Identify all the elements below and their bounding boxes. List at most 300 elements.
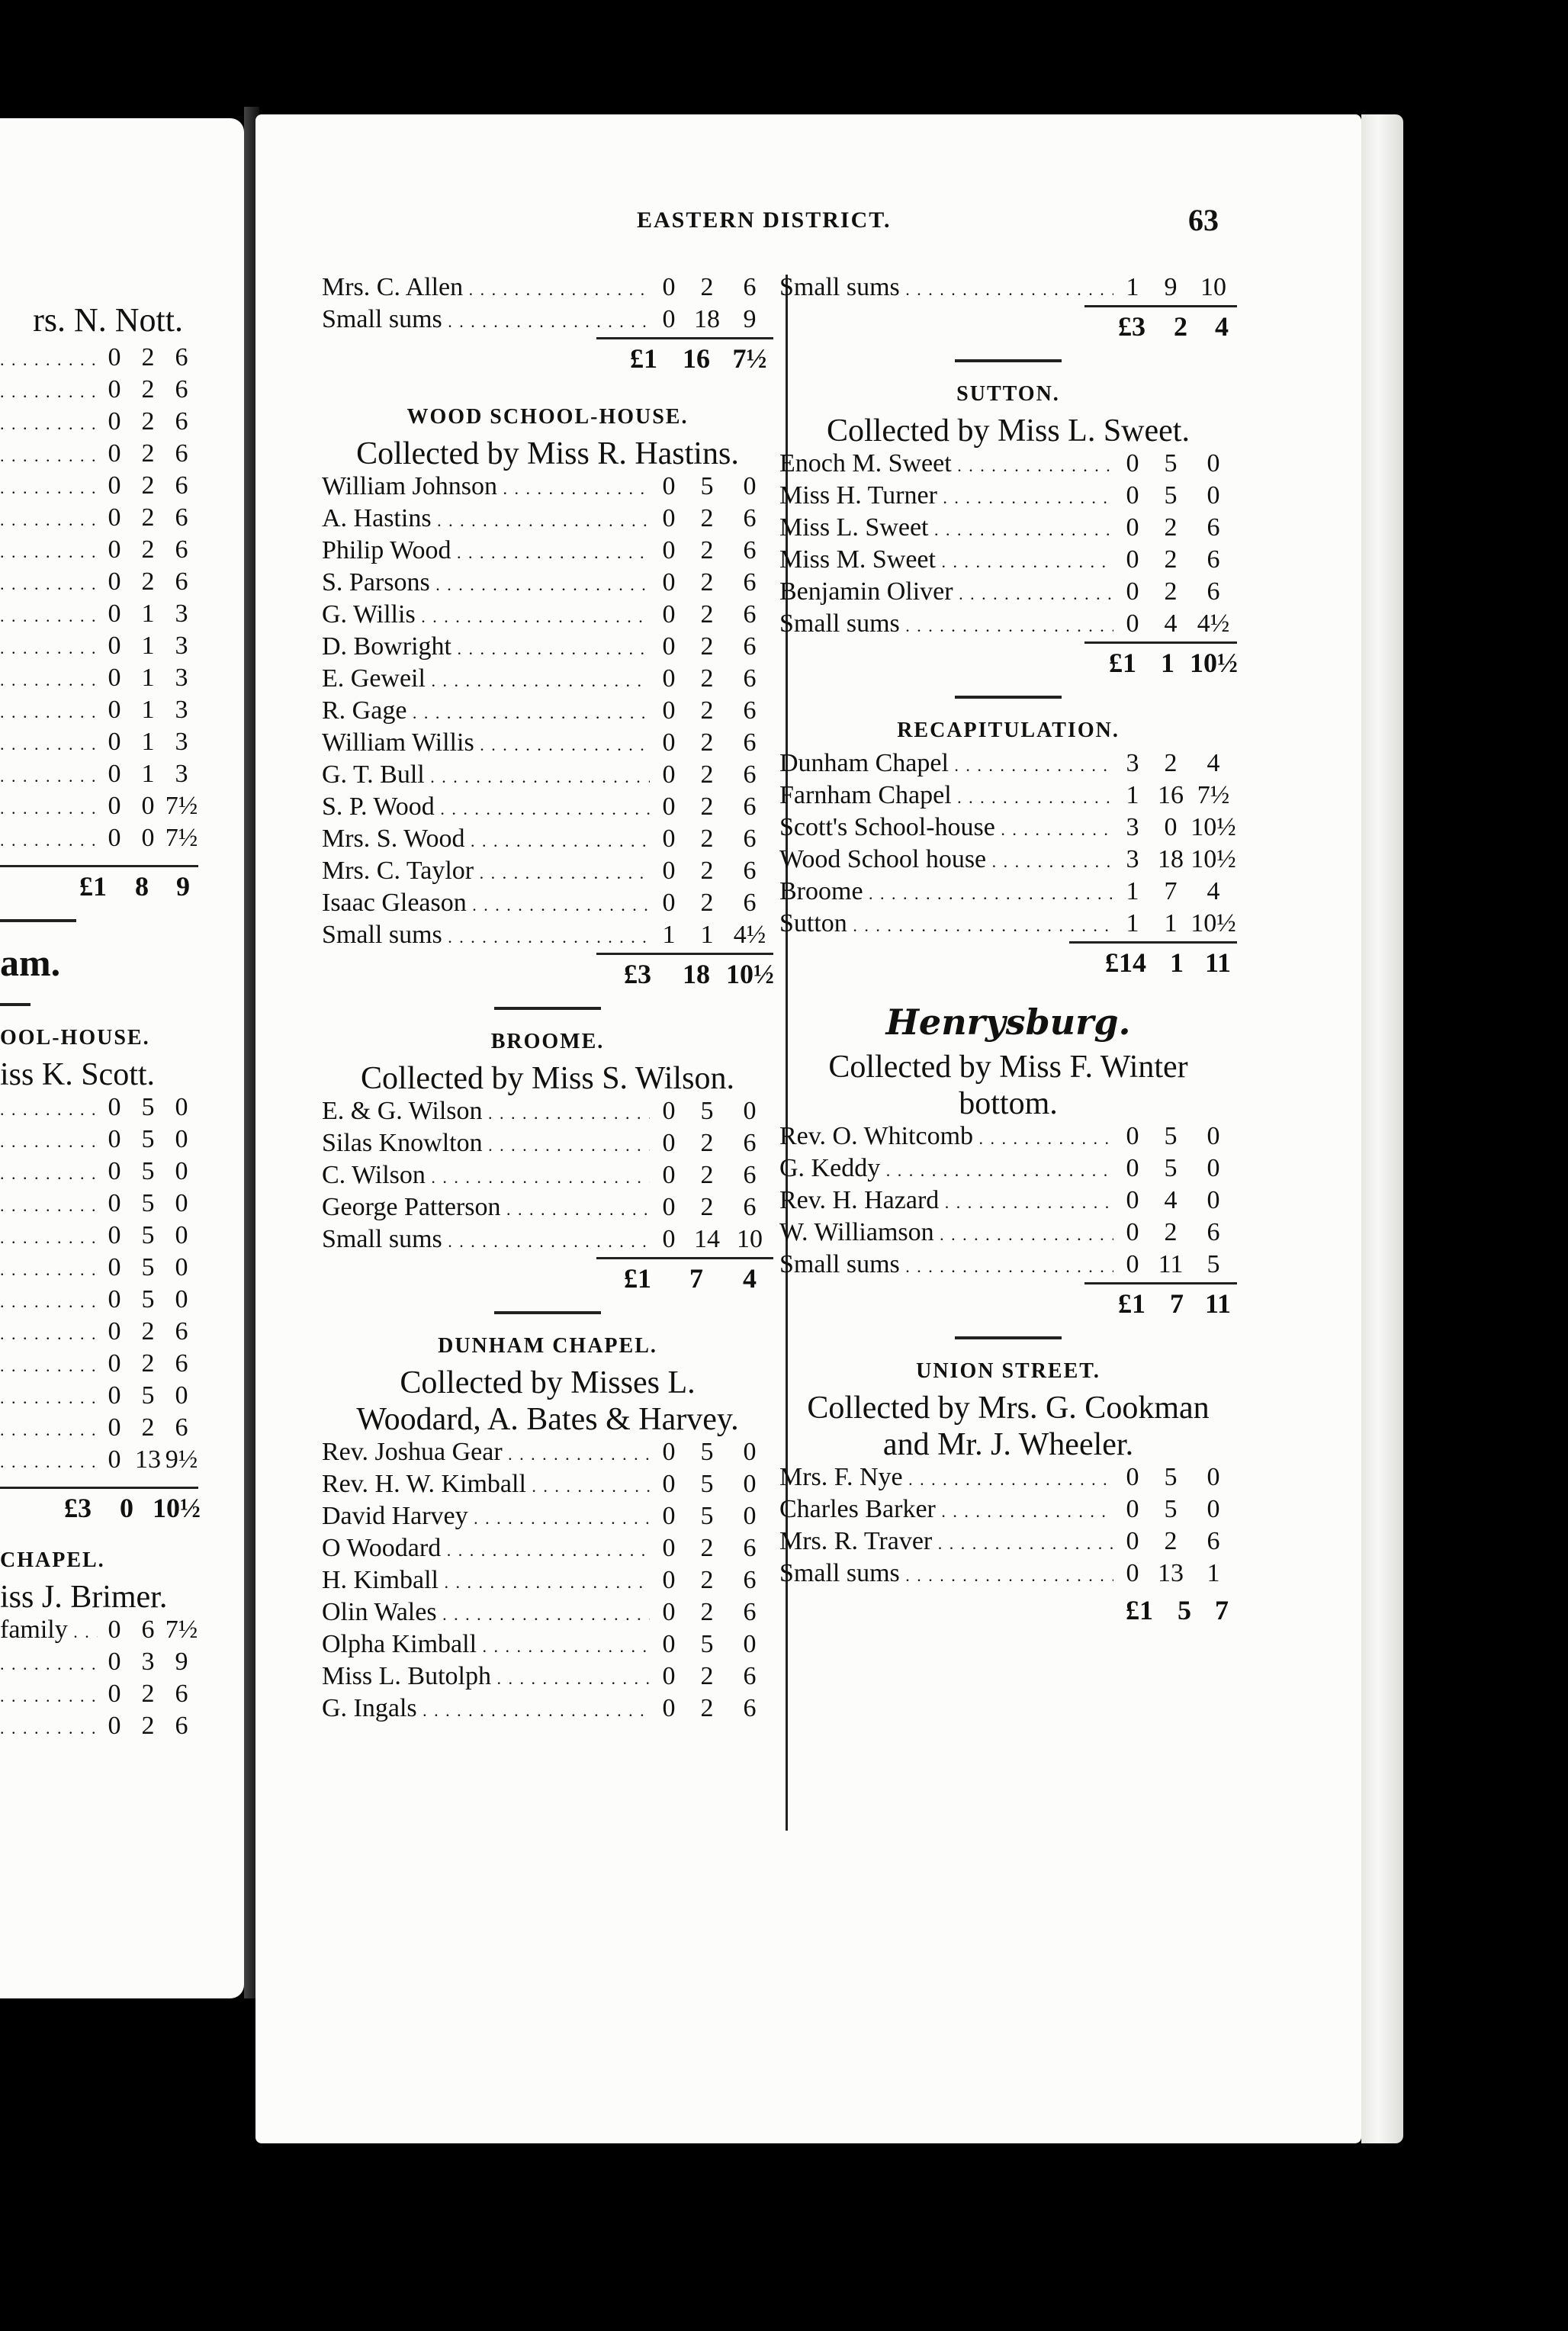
table-row	[322, 728, 773, 760]
shillings-value: 5	[1164, 1122, 1178, 1150]
table-row	[322, 921, 773, 953]
pence-value: 6	[743, 504, 757, 532]
entry-name	[0, 1157, 98, 1186]
c2-rule	[955, 359, 1062, 362]
entry-name: A. Hastins . . .	[322, 504, 650, 533]
column-2	[779, 273, 1237, 1629]
recap-heading: RECAPITULATION.	[897, 719, 1120, 742]
sutton-collected: Collected by Miss L. Sweet.	[827, 413, 1190, 449]
amount-value: 0	[108, 1093, 121, 1121]
pounds-value: 0	[662, 1566, 676, 1594]
pounds-value: 0	[1126, 449, 1139, 477]
shillings-value: 2	[1164, 749, 1178, 777]
pence-value: 6	[1207, 1527, 1220, 1555]
shillings-value: 16	[1158, 781, 1184, 809]
amount-value: 2	[141, 407, 155, 436]
pounds-value: 0	[662, 1225, 676, 1253]
entry-name: O Woodard . . .	[322, 1534, 650, 1563]
table-row	[0, 1125, 198, 1157]
amount-value: 7½	[165, 824, 198, 852]
shillings-value: 5	[1164, 449, 1178, 477]
pence-value: 4½	[733, 921, 766, 949]
entry-name: G. Keddy . . .	[779, 1154, 1113, 1183]
left-school-heading: OOL-HOUSE.	[0, 1026, 150, 1050]
entry-name: Rev. H. W. Kimball . . .	[322, 1470, 650, 1499]
entry-name: Small sums . . .	[322, 921, 650, 950]
amount-value: 5	[141, 1125, 155, 1153]
pence-value: 6	[743, 760, 757, 789]
total-value: 10½	[726, 959, 774, 989]
section-heading: DUNHAM CHAPEL.	[438, 1334, 657, 1358]
pounds-value: 0	[662, 1193, 676, 1221]
shillings-value: 2	[700, 632, 714, 661]
amount-value: 0	[108, 1680, 121, 1708]
pounds-value: 0	[1126, 481, 1139, 510]
pounds-value: 0	[662, 536, 676, 564]
entry-name: Olpha Kimball . . .	[322, 1630, 650, 1659]
section-heading: WOOD SCHOOL-HOUSE.	[406, 405, 689, 429]
pence-value: 5	[1207, 1250, 1220, 1278]
total-value: £1	[624, 1263, 651, 1294]
table-row	[779, 1559, 1237, 1591]
left-school-total: £3 0 10½	[0, 1487, 198, 1527]
pence-value: 6	[743, 1534, 757, 1562]
total-value: 7	[689, 1263, 703, 1294]
amount-value: 6	[175, 1349, 188, 1378]
table-row	[779, 1495, 1237, 1527]
amount-value: 0	[108, 503, 121, 532]
pence-value: 6	[743, 825, 757, 853]
shillings-value: 5	[700, 1630, 714, 1658]
pounds-value: 0	[662, 1630, 676, 1658]
shillings-value: 2	[700, 1694, 714, 1722]
pence-value: 0	[1207, 1186, 1220, 1214]
amount-value: 2	[141, 471, 155, 500]
table-row	[779, 577, 1237, 609]
table-row	[0, 1317, 198, 1349]
amount-value: 0	[108, 1125, 121, 1153]
table-row	[779, 845, 1237, 877]
amount-value: 0	[175, 1189, 188, 1217]
pence-value: 0	[1207, 1463, 1220, 1491]
amount-value: 0	[175, 1285, 188, 1313]
henrysburg-total: £1 7 11	[1084, 1282, 1237, 1323]
amount-value: 2	[141, 567, 155, 596]
entry-name	[0, 824, 98, 853]
pence-value: 10½	[1190, 813, 1236, 841]
left-page	[0, 118, 244, 1998]
shillings-value: 1	[1164, 909, 1178, 937]
pence-value: 0	[743, 1097, 757, 1125]
shillings-value: 2	[700, 1566, 714, 1594]
shillings-value: 2	[1164, 545, 1178, 574]
section-rule	[494, 1007, 601, 1010]
pence-value: 6	[1207, 1218, 1220, 1246]
amount-value: 6	[175, 535, 188, 564]
amount-value: 9	[175, 1648, 188, 1676]
entry-name: Small sums . . .	[322, 305, 650, 334]
pence-value: 4	[1207, 749, 1220, 777]
table-row	[779, 545, 1237, 577]
amount-value: 2	[141, 1317, 155, 1346]
shillings-value: 2	[700, 536, 714, 564]
entry-name: David Harvey . . .	[322, 1502, 650, 1531]
section-collected-by: Collected by Miss S. Wilson.	[361, 1061, 734, 1096]
amount-value: 9½	[165, 1445, 198, 1474]
table-row	[0, 600, 198, 632]
pounds-value: 1	[1126, 877, 1139, 905]
sutton-rows	[779, 449, 1237, 641]
shillings-value: 2	[700, 760, 714, 789]
pence-value: 0	[743, 472, 757, 500]
table-row	[322, 1097, 773, 1129]
pounds-value: 0	[662, 1470, 676, 1498]
pence-value: 0	[1207, 1154, 1220, 1182]
amount-value: 6	[175, 1413, 188, 1442]
column-1	[322, 273, 773, 1726]
pounds-value: 0	[662, 1438, 676, 1466]
table-row	[0, 728, 198, 760]
c2-top-rows	[779, 273, 1237, 305]
table-row	[0, 1221, 198, 1253]
table-row	[779, 1463, 1237, 1495]
table-row	[779, 1218, 1237, 1250]
amount-value: 2	[141, 535, 155, 564]
pence-value: 6	[743, 1161, 757, 1189]
henrysburg-title: Henrysburg.	[885, 1002, 1131, 1043]
pence-value: 10	[737, 1225, 763, 1253]
total-value: 4	[743, 1263, 757, 1294]
table-row	[322, 305, 773, 337]
table-row	[322, 472, 773, 504]
pence-value: 6	[1207, 577, 1220, 606]
pence-value: 6	[1207, 513, 1220, 542]
shillings-value: 11	[1158, 1250, 1184, 1278]
pence-value: 6	[743, 1662, 757, 1690]
amount-value: 3	[175, 760, 188, 788]
amount-value: 0	[108, 696, 121, 724]
amount-value: 2	[141, 503, 155, 532]
pence-value: 6	[743, 1598, 757, 1626]
table-row	[0, 1680, 198, 1712]
amount-value: 0	[108, 1381, 121, 1410]
total-value: 18	[683, 959, 710, 989]
shillings-value: 2	[700, 793, 714, 821]
pounds-value: 0	[662, 696, 676, 725]
entry-name: W. Williamson . . .	[779, 1218, 1113, 1247]
entry-name: Scott's School-house . . .	[779, 813, 1113, 842]
entry-name: Rev. Joshua Gear . . .	[322, 1438, 650, 1467]
amount-value: 3	[141, 1648, 155, 1676]
amount-value: 0	[108, 760, 121, 788]
recap-total: £14 1 11	[1069, 941, 1237, 982]
shillings-value: 2	[700, 1598, 714, 1626]
entry-name	[0, 600, 98, 629]
pounds-value: 1	[1126, 781, 1139, 809]
entry-name	[0, 1445, 98, 1474]
pounds-value: 0	[1126, 1186, 1139, 1214]
henrysburg-rule	[955, 1336, 1062, 1339]
shillings-value: 13	[1158, 1559, 1184, 1587]
shillings-value: 2	[700, 1193, 714, 1221]
entry-name	[0, 1125, 98, 1154]
amount-value: 2	[141, 1712, 155, 1740]
pounds-value: 0	[1126, 1527, 1139, 1555]
table-row	[322, 760, 773, 793]
table-row	[0, 343, 198, 375]
amount-value: 7½	[165, 792, 198, 820]
shillings-value: 2	[700, 889, 714, 917]
amount-value: 0	[108, 1157, 121, 1185]
table-row	[322, 1534, 773, 1566]
pence-value: 6	[743, 600, 757, 629]
pounds-value: 0	[662, 793, 676, 821]
entry-name: Philip Wood . . .	[322, 536, 650, 565]
pence-value: 6	[743, 632, 757, 661]
entry-name: C. Wilson . . .	[322, 1161, 650, 1190]
entry-name: Small sums . . .	[779, 1559, 1113, 1588]
pounds-value: 1	[1126, 273, 1139, 301]
amount-value: 2	[141, 439, 155, 468]
pounds-value: 0	[1126, 1463, 1139, 1491]
shillings-value: 1	[700, 921, 714, 949]
shillings-value: 2	[700, 1662, 714, 1690]
entry-name	[0, 1349, 98, 1378]
table-row	[0, 1093, 198, 1125]
amount-value: 0	[175, 1093, 188, 1121]
amount-value: 6	[175, 503, 188, 532]
shillings-value: 5	[1164, 1495, 1178, 1523]
pence-value: 1	[1207, 1559, 1220, 1587]
table-row	[322, 273, 773, 305]
pounds-value: 0	[1126, 1495, 1139, 1523]
total-value: £3	[624, 959, 651, 989]
amount-value: 6	[175, 407, 188, 436]
shillings-value: 2	[700, 273, 714, 301]
pounds-value: 0	[662, 825, 676, 853]
entry-name	[0, 471, 98, 500]
amount-value: 3	[175, 600, 188, 628]
section-rule	[494, 388, 601, 391]
amount-value: 0	[108, 1648, 121, 1676]
entry-name: R. Gage . . .	[322, 696, 650, 725]
pence-value: 6	[743, 1129, 757, 1157]
union-collected: Collected by Mrs. G. Cookman and Mr. J. Wheeler.	[807, 1391, 1210, 1462]
pounds-value: 1	[662, 921, 676, 949]
pounds-value: 1	[1126, 909, 1139, 937]
entry-name: Small sums . . .	[779, 273, 1113, 302]
section-rows	[322, 472, 773, 953]
left-top-title: rs. N. Nott.	[33, 301, 183, 339]
pounds-value: 0	[1126, 1122, 1139, 1150]
entry-name: Small sums . . .	[779, 609, 1113, 638]
pence-value: 0	[743, 1630, 757, 1658]
c2-top-total: £3 2 4	[1084, 305, 1237, 346]
amount-value: 0	[108, 1253, 121, 1281]
table-row	[779, 813, 1237, 845]
entry-name: Mrs. C. Allen . . .	[322, 273, 650, 302]
pence-value: 4½	[1197, 609, 1230, 638]
pence-value: 6	[743, 664, 757, 693]
left-school-rows	[0, 1093, 198, 1477]
shillings-value: 5	[1164, 1463, 1178, 1491]
entry-name: Benjamin Oliver . . .	[779, 577, 1113, 606]
shillings-value: 5	[700, 1438, 714, 1466]
table-row	[0, 632, 198, 664]
amount-value: 0	[108, 1616, 121, 1644]
amount-value: 0	[108, 1285, 121, 1313]
recap-rows	[779, 749, 1237, 941]
table-row	[0, 1381, 198, 1413]
amount-value: 6	[175, 1317, 188, 1346]
section-total	[596, 953, 773, 993]
pounds-value: 0	[662, 305, 676, 333]
left-school-collected: iss K. Scott.	[0, 1057, 156, 1092]
page-edge	[1361, 114, 1403, 2143]
section-collected-by: Collected by Misses L. Woodard, A. Bates & Harvey.	[356, 1365, 739, 1437]
table-row	[322, 1566, 773, 1598]
amount-value: 2	[141, 1413, 155, 1442]
pence-value: 0	[743, 1438, 757, 1466]
pence-value: 6	[743, 857, 757, 885]
entry-name	[0, 1381, 98, 1410]
entry-name: George Patterson . . .	[322, 1193, 650, 1222]
pounds-value: 0	[1126, 513, 1139, 542]
pounds-value: 0	[662, 504, 676, 532]
shillings-value: 2	[700, 1161, 714, 1189]
amount-value: 0	[108, 375, 121, 404]
shillings-value: 9	[1164, 273, 1178, 301]
entry-name: Rev. H. Hazard . . .	[779, 1186, 1113, 1215]
amount-value: 5	[141, 1093, 155, 1121]
table-row	[0, 503, 198, 535]
entry-name: Dunham Chapel . . .	[779, 749, 1113, 778]
amount-value: 3	[175, 728, 188, 756]
amount-value: 0	[108, 1413, 121, 1442]
union-rows	[779, 1463, 1237, 1591]
amount-value: 0	[108, 1189, 121, 1217]
table-row	[0, 1253, 198, 1285]
table-row	[322, 1438, 773, 1470]
amount-value: 1	[141, 632, 155, 660]
pounds-value: 0	[662, 273, 676, 301]
table-row	[0, 696, 198, 728]
pence-value: 10	[1200, 273, 1226, 301]
shillings-value: 7	[1164, 877, 1178, 905]
entry-name	[0, 567, 98, 596]
pounds-value: 0	[662, 600, 676, 629]
amount-value: 6	[175, 375, 188, 404]
entry-name: family . . .	[0, 1616, 98, 1645]
entry-name	[0, 1285, 98, 1314]
shillings-value: 4	[1164, 1186, 1178, 1214]
table-row	[0, 1349, 198, 1381]
amount-value: 5	[141, 1157, 155, 1185]
pounds-value: 0	[662, 472, 676, 500]
table-row	[0, 1189, 198, 1221]
pounds-value: 0	[662, 1534, 676, 1562]
section-rule	[494, 1311, 601, 1314]
entry-name: William Willis . . .	[322, 728, 650, 757]
pounds-value: 3	[1126, 845, 1139, 873]
entry-name: Charles Barker . . .	[779, 1495, 1113, 1524]
entry-name: Silas Knowlton . . .	[322, 1129, 650, 1158]
shillings-value: 5	[1164, 1154, 1178, 1182]
table-row	[322, 889, 773, 921]
table-row	[0, 1157, 198, 1189]
entry-name: S. P. Wood . . .	[322, 793, 650, 821]
section-total	[596, 1257, 773, 1297]
pounds-value: 0	[662, 568, 676, 596]
amount-value: 1	[141, 664, 155, 692]
table-row	[779, 609, 1237, 641]
table-row	[0, 664, 198, 696]
entry-name: Rev. O. Whitcomb . . .	[779, 1122, 1113, 1151]
table-row	[322, 664, 773, 696]
shillings-value: 2	[700, 1534, 714, 1562]
entry-name: Small sums . . .	[779, 1250, 1113, 1279]
pounds-value: 0	[662, 1097, 676, 1125]
pounds-value: 0	[662, 1129, 676, 1157]
table-row	[0, 439, 198, 471]
entry-name: William Johnson . . .	[322, 472, 650, 501]
entry-name	[0, 375, 98, 404]
entry-name	[0, 503, 98, 532]
table-row	[322, 1630, 773, 1662]
entry-name: G. Ingals . . .	[322, 1694, 650, 1723]
table-row	[0, 760, 198, 792]
pence-value: 0	[743, 1502, 757, 1530]
table-row	[322, 1129, 773, 1161]
shillings-value: 18	[694, 305, 720, 333]
union-total: £1 5 7	[1126, 1595, 1229, 1625]
amount-value: 2	[141, 375, 155, 404]
amount-value: 6	[175, 1712, 188, 1740]
table-row	[779, 1122, 1237, 1154]
table-row	[0, 1413, 198, 1445]
shillings-value: 4	[1164, 609, 1178, 638]
pence-value: 10½	[1190, 845, 1236, 873]
entry-name: Farnham Chapel . . .	[779, 781, 1113, 810]
pence-value: 0	[743, 1470, 757, 1498]
entry-name: Miss H. Turner . . .	[779, 481, 1113, 510]
table-row	[322, 568, 773, 600]
pence-value: 6	[743, 273, 757, 301]
pounds-value: 0	[1126, 1218, 1139, 1246]
entry-name: Sutton . . .	[779, 909, 1113, 938]
entry-name	[0, 760, 98, 789]
pounds-value: 0	[662, 1502, 676, 1530]
shillings-value: 2	[700, 728, 714, 757]
table-row	[322, 1502, 773, 1534]
entry-name: Broome . . .	[779, 877, 1113, 906]
amount-value: 0	[108, 600, 121, 628]
c1-top-rows	[322, 273, 773, 337]
table-row	[0, 1616, 198, 1648]
table-row	[0, 535, 198, 567]
table-row	[322, 696, 773, 728]
table-row	[0, 824, 198, 856]
shillings-value: 2	[700, 568, 714, 596]
amount-value: 0	[108, 792, 121, 820]
amount-value: 1	[141, 728, 155, 756]
amount-value: 0	[108, 1712, 121, 1740]
entry-name: Miss L. Butolph . . .	[322, 1662, 650, 1691]
amount-value: 0	[108, 439, 121, 468]
pence-value: 0	[1207, 1495, 1220, 1523]
amount-value: 6	[141, 1616, 155, 1644]
shillings-value: 2	[700, 664, 714, 693]
